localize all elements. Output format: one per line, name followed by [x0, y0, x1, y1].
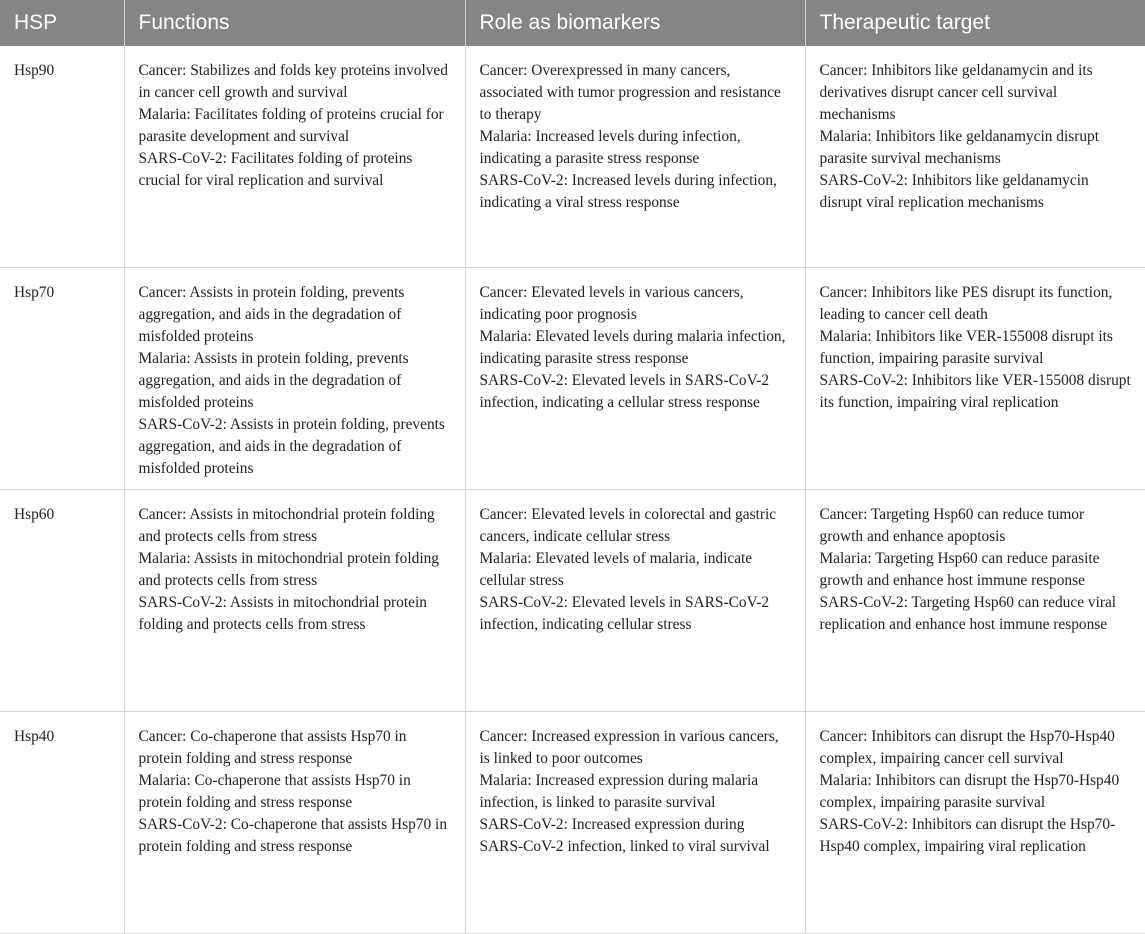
header-role-as-biomarkers: Role as biomarkers [465, 0, 805, 46]
functions-malaria: Malaria: Co-chaperone that assists Hsp70 in protein folding and stress response [138, 772, 411, 811]
table-row [0, 46, 1145, 268]
cell-functions [124, 268, 465, 490]
table-header-row [0, 0, 1145, 46]
functions-malaria: Malaria: Facilitates folding of proteins crucial for parasite development and survival [138, 106, 444, 145]
table-row [0, 268, 1145, 490]
cell-hsp: Hsp70 [0, 268, 124, 490]
cell-hsp: Hsp40 [0, 712, 124, 934]
cell-biomarkers [465, 490, 805, 712]
functions-cancer: Cancer: Assists in protein folding, prevents aggregation, and aids in the degradation of misfolded proteins [138, 284, 405, 345]
biomarkers-cancer: Cancer: Increased expression in various cancers, is linked to poor outcomes [479, 728, 779, 767]
therapeutic-sars-cov-2: SARS-CoV-2: Inhibitors can disrupt the Hsp70-Hsp40 complex, impairing viral replication [819, 816, 1116, 855]
cell-functions [124, 46, 465, 268]
functions-sars-cov-2: SARS-CoV-2: Assists in mitochondrial protein folding and protects cells from stress [138, 594, 427, 633]
table-row [0, 490, 1145, 712]
therapeutic-malaria: Malaria: Targeting Hsp60 can reduce parasite growth and enhance host immune response [819, 550, 1100, 589]
functions-malaria: Malaria: Assists in mitochondrial protein folding and protects cells from stress [138, 550, 440, 589]
therapeutic-malaria: Malaria: Inhibitors like VER-155008 disrupt its function, impairing parasite survival [819, 328, 1113, 367]
therapeutic-malaria: Malaria: Inhibitors like geldanamycin disrupt parasite survival mechanisms [819, 128, 1100, 167]
therapeutic-cancer: Cancer: Inhibitors like PES disrupt its function, leading to cancer cell death [819, 284, 1113, 323]
biomarkers-cancer: Cancer: Elevated levels in colorectal and gastric cancers, indicate cellular stress [479, 506, 777, 545]
biomarkers-malaria: Malaria: Increased levels during infection, indicating a parasite stress response [479, 128, 741, 167]
header-therapeutic-target: Therapeutic target [805, 0, 1145, 46]
biomarkers-sars-cov-2: SARS-CoV-2: Elevated levels in SARS-CoV-2 infection, indicating a cellular stress response [479, 372, 770, 411]
biomarkers-sars-cov-2: SARS-CoV-2: Elevated levels in SARS-CoV-2 infection, indicating cellular stress [479, 594, 770, 633]
therapeutic-cancer: Cancer: Inhibitors can disrupt the Hsp70-Hsp40 complex, impairing cancer cell survival [819, 728, 1115, 767]
therapeutic-cancer: Cancer: Targeting Hsp60 can reduce tumor growth and enhance apoptosis [819, 506, 1085, 545]
cell-biomarkers [465, 268, 805, 490]
biomarkers-sars-cov-2: SARS-CoV-2: Increased levels during infection, indicating a viral stress response [479, 172, 777, 211]
biomarkers-sars-cov-2: SARS-CoV-2: Increased expression during SARS-CoV-2 infection, linked to viral survival [479, 816, 770, 855]
header-hsp: HSP [0, 0, 124, 46]
cell-therapeutic [805, 268, 1145, 490]
therapeutic-sars-cov-2: SARS-CoV-2: Inhibitors like VER-155008 disrupt its function, impairing viral replication [819, 372, 1131, 411]
therapeutic-malaria: Malaria: Inhibitors can disrupt the Hsp70-Hsp40 complex, impairing parasite survival [819, 772, 1120, 811]
cell-therapeutic [805, 712, 1145, 934]
cell-therapeutic [805, 490, 1145, 712]
table-row [0, 712, 1145, 934]
biomarkers-malaria: Malaria: Increased expression during malaria infection, is linked to parasite survival [479, 772, 759, 811]
functions-sars-cov-2: SARS-CoV-2: Facilitates folding of proteins crucial for viral replication and survival [138, 150, 413, 189]
therapeutic-sars-cov-2: SARS-CoV-2: Targeting Hsp60 can reduce viral replication and enhance host immune response [819, 594, 1117, 633]
therapeutic-sars-cov-2: SARS-CoV-2: Inhibitors like geldanamycin disrupt viral replication mechanisms [819, 172, 1089, 211]
cell-biomarkers [465, 712, 805, 934]
header-functions: Functions [124, 0, 465, 46]
cell-functions [124, 490, 465, 712]
biomarkers-cancer: Cancer: Elevated levels in various cancers, indicating poor prognosis [479, 284, 744, 323]
therapeutic-cancer: Cancer: Inhibitors like geldanamycin and its derivatives disrupt cancer cell survival mechanisms [819, 62, 1093, 123]
functions-malaria: Malaria: Assists in protein folding, prevents aggregation, and aids in the degradation of misfolded proteins [138, 350, 409, 411]
biomarkers-cancer: Cancer: Overexpressed in many cancers, associated with tumor progression and resistance to therapy [479, 62, 781, 123]
cell-biomarkers [465, 46, 805, 268]
cell-hsp: Hsp60 [0, 490, 124, 712]
biomarkers-malaria: Malaria: Elevated levels of malaria, indicate cellular stress [479, 550, 753, 589]
functions-sars-cov-2: SARS-CoV-2: Assists in protein folding, prevents aggregation, and aids in the degradation of misfolded proteins [138, 416, 445, 477]
functions-sars-cov-2: SARS-CoV-2: Co-chaperone that assists Hsp70 in protein folding and stress response [138, 816, 448, 855]
cell-therapeutic [805, 46, 1145, 268]
functions-cancer: Cancer: Co-chaperone that assists Hsp70 in protein folding and stress response [138, 728, 407, 767]
functions-cancer: Cancer: Assists in mitochondrial protein folding and protects cells from stress [138, 506, 435, 545]
cell-hsp: Hsp90 [0, 46, 124, 268]
cell-functions [124, 712, 465, 934]
functions-cancer: Cancer: Stabilizes and folds key proteins involved in cancer cell growth and survival [138, 62, 448, 101]
biomarkers-malaria: Malaria: Elevated levels during malaria infection, indicating parasite stress response [479, 328, 786, 367]
